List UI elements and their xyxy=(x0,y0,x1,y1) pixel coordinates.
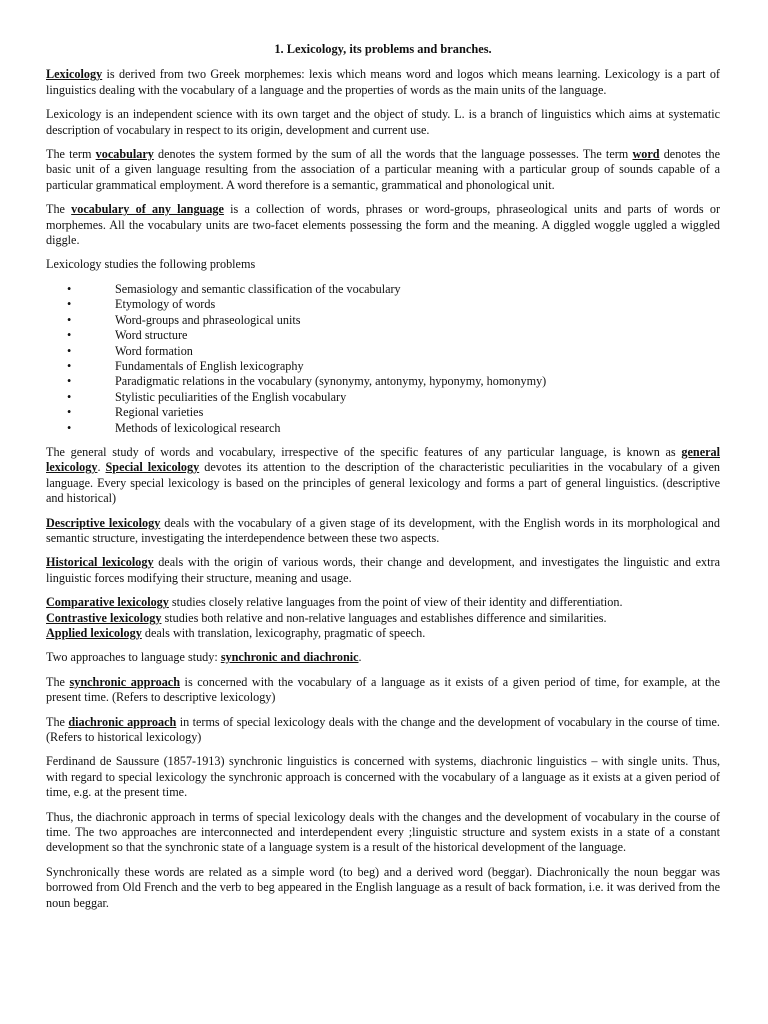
paragraph-text: The xyxy=(46,714,69,729)
paragraph-historical-lexicology xyxy=(46,555,720,586)
paragraph-text: denotes the system formed by the sum of all the words that the language possesses. The term xyxy=(153,147,633,162)
term-general-lexicology: general lexicology xyxy=(46,444,720,475)
term-comparative-lexicology: Comparative lexicology xyxy=(46,595,169,610)
paragraph-text: The general study of words and vocabulary, irrespective of the specific features of any particular language, is known as xyxy=(46,444,682,459)
list-item: • Methods of lexicological research xyxy=(46,421,720,436)
paragraph-lexicology-definition xyxy=(46,67,720,98)
paragraph-text: is derived from two Greek morphemes: lexis which means word and logos which means learning. Lexicology is a part of linguistics dealing with the vocabulary of a language and the properties of words as the main units of the language. xyxy=(46,67,720,97)
paragraph-text: The xyxy=(46,674,70,689)
paragraph-saussure: Ferdinand de Saussure (1857-1913) synchronic linguistics is concerned with systems, diachronic linguistics – with single units. Thus, with regard to special lexicology the synchronic approach is concerned with the vocabulary of a language as it exists at a given period of time, e.g. at the present time. xyxy=(46,754,720,800)
paragraph-vocabulary-word xyxy=(46,147,720,193)
paragraph-contrastive-lexicology xyxy=(46,611,720,626)
paragraph-text: deals with the vocabulary of a given stage of its development, with the English words in its morphological and semantic structure, investigating the interdependence between these two aspects. xyxy=(46,515,720,545)
paragraph-text: . xyxy=(358,650,362,665)
term-vocabulary: vocabulary xyxy=(95,147,154,162)
paragraph-applied-lexicology xyxy=(46,626,720,641)
paragraph-two-approaches xyxy=(46,650,720,665)
term-synchronic-and-diachronic: synchronic and diachronic xyxy=(220,650,359,665)
term-diachronic-approach: diachronic approach xyxy=(68,714,177,729)
list-item: • Paradigmatic relations in the vocabulary (synonymy, antonymy, hyponymy, homonymy) xyxy=(46,374,720,389)
term-applied-lexicology: Applied lexicology xyxy=(46,626,142,640)
paragraph-vocabulary-of-language xyxy=(46,202,720,248)
paragraph-text: The xyxy=(46,202,72,217)
paragraph-text: denotes the basic unit of a given language resulting from the association of a particular meaning with a particular group of sounds capable of a particular grammatical employment. A word therefore is a semantic, grammatical and phonological unit. xyxy=(46,147,720,192)
list-item: • Stylistic peculiarities of the English vocabulary xyxy=(46,390,720,405)
paragraph-text: in terms of special lexicology deals with the change and the development of vocabulary in the course of time. (Refers to historical lexicology) xyxy=(46,714,720,745)
paragraph-text: is a collection of words, phrases or word-groups, phraseological units and parts of words or morphemes. All the vocabulary units are two-facet elements possessing the form and the meaning. A diggled woggle uggled a wiggled diggle. xyxy=(46,202,721,248)
paragraph-text: studies both relative and non-relative languages and establishes difference and similarities. xyxy=(161,610,607,625)
term-contrastive-lexicology: Contrastive lexicology xyxy=(46,610,162,625)
term-historical-lexicology: Historical lexicology xyxy=(46,555,154,570)
paragraph-independent-science: Lexicology is an independent science with its own target and the object of study. L. is a branch of linguistics which aims at systematic description of vocabulary in respect to its origin, development and current use. xyxy=(46,107,720,137)
list-item: • Fundamentals of English lexicography xyxy=(46,359,720,374)
paragraph-text: deals with translation, lexicography, pragmatic of speech. xyxy=(141,626,426,640)
paragraph-synchronic-approach xyxy=(46,675,720,706)
paragraph-problems-intro: Lexicology studies the following problems xyxy=(46,257,256,272)
term-lexicology: Lexicology xyxy=(46,67,103,82)
paragraph-synchronically-related: Synchronically these words are related as a simple word (to beg) and a derived word (beggar). Diachronically the noun beggar was borrowed from Old French and the verb to beg appeared in the English language as a result of back formation, i.e. it was derived from the noun beggar. xyxy=(46,864,720,910)
term-synchronic-approach: synchronic approach xyxy=(69,674,180,689)
page-title: 1. Lexicology, its problems and branches. xyxy=(274,42,492,56)
paragraph-text: deals with the origin of various words, their change and development, and investigates the linguistic and extra linguistic forces modifying their structure, meaning and usage. xyxy=(46,555,720,585)
paragraph-text: The term xyxy=(46,147,96,162)
paragraph-text: is concerned with the vocabulary of a language as it exists of a given period of time, for example, at the present time. (Refers to descriptive lexicology) xyxy=(46,674,721,705)
paragraph-general-special-lexicology xyxy=(46,445,720,507)
term-descriptive-lexicology: Descriptive lexicology xyxy=(46,515,161,530)
list-item: • Etymology of words xyxy=(46,297,720,312)
paragraph-text: . xyxy=(97,460,106,475)
paragraph-diachronic-approach xyxy=(46,715,720,746)
problems-list xyxy=(46,282,720,436)
term-special-lexicology: Special lexicology xyxy=(105,460,200,475)
term-vocabulary-of-any-language: vocabulary of any language xyxy=(71,202,224,217)
list-item: • Regional varieties xyxy=(46,405,720,420)
paragraph-descriptive-lexicology xyxy=(46,516,720,547)
list-item: • Word structure xyxy=(46,328,720,343)
list-item: • Word-groups and phraseological units xyxy=(46,313,720,328)
paragraph-text: devotes its attention to the description of the characteristic peculiarities in the vocabulary of a given language. Every special lexicology is based on the principles of general lexicology and forms a part of general linguistics. (descriptive and historical) xyxy=(46,460,720,506)
paragraph-text: Two approaches to language study: xyxy=(46,650,221,665)
lexicology-branches-block xyxy=(46,595,720,641)
list-item: • Semasiology and semantic classification of the vocabulary xyxy=(46,282,720,297)
term-word: word xyxy=(632,147,660,162)
paragraph-diachronic-development: Thus, the diachronic approach in terms of special lexicology deals with the changes and the development of vocabulary in the course of time. The two approaches are interconnected and interdependent every ;linguistic structure and system exists in a state of a constant development so that the synchronic state of a language system is a result of the historical development of the language. xyxy=(46,809,720,855)
paragraph-comparative-lexicology xyxy=(46,595,720,610)
paragraph-text: studies closely relative languages from the point of view of their identity and differentiation. xyxy=(168,595,623,610)
list-item: • Word formation xyxy=(46,344,720,359)
